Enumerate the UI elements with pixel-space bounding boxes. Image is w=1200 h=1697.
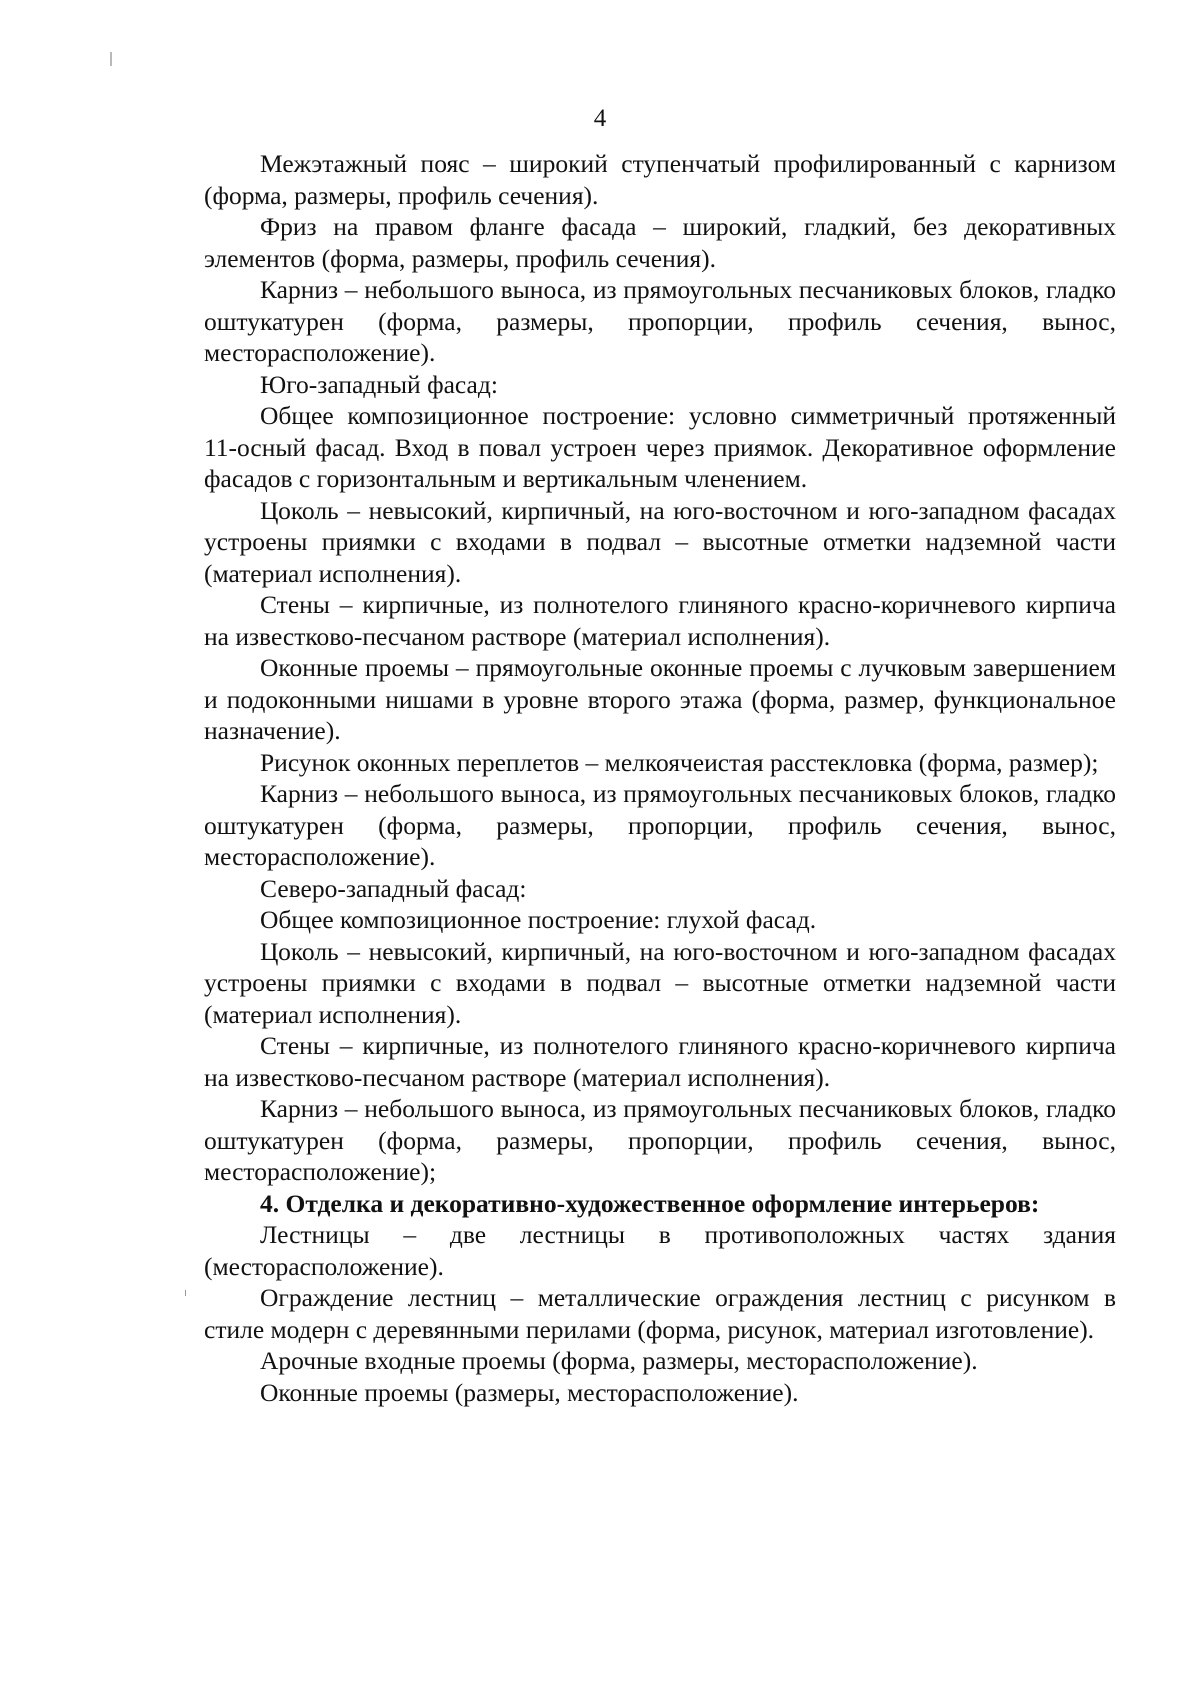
paragraph-interfloor-belt: Межэтажный пояс – широкий ступенчатый профилированный с карнизом (форма, размеры, профиль сечения).	[204, 149, 1116, 210]
scan-mark	[185, 1290, 186, 1296]
paragraph-plinth-2: Цоколь – невысокий, кирпичный, на юго-восточном и юго-западном фасадах устроены приямки с входами в подвал – высотные отметки надземной части (материал исполнения).	[204, 936, 1116, 1029]
paragraph-arched-openings: Арочные входные проемы (форма, размеры, месторасположение).	[260, 1346, 978, 1375]
paragraph-stairs: Лестницы – две лестницы в противоположных частях здания (месторасположение).	[204, 1220, 1116, 1281]
paragraph-cornice-2: Карниз – небольшого выноса, из прямоугольных песчаниковых блоков, гладко оштукатурен (форма, размеры, пропорции, профиль сечения, вынос, месторасположение).	[204, 779, 1116, 871]
paragraph-plinth: Цоколь – невысокий, кирпичный, на юго-восточном и юго-западном фасадах устроены приямки с входами в подвал – высотные отметки надземной части (материал исполнения).	[204, 495, 1116, 588]
paragraph-cornice-3: Карниз – небольшого выноса, из прямоугольных песчаниковых блоков, гладко оштукатурен (форма, размеры, пропорции, профиль сечения, вынос, месторасположение);	[204, 1094, 1116, 1186]
paragraph-southwest-facade-heading: Юго-западный фасад:	[260, 369, 498, 399]
paragraph-stair-railings: Ограждение лестниц – металлические ограждения лестниц с рисунком в стиле модерн с деревянными перилами (форма, рисунок, материал изготовление).	[204, 1283, 1116, 1344]
paragraph-walls: Стены – кирпичные, из полнотелого глиняного красно-коричневого кирпича на известково-песчаном растворе (материал исполнения).	[204, 590, 1116, 651]
paragraph-window-frames: Рисунок оконных переплетов – мелкоячеистая расстекловка (форма, размер);	[260, 747, 1099, 777]
document-body	[204, 148, 1116, 1408]
paragraph-frieze: Фриз на правом фланге фасада – широкий, гладкий, без декоративных элементов (форма, размеры, профиль сечения).	[204, 212, 1116, 273]
paragraph-window-openings: Оконные проемы – прямоугольные оконные проемы с лучковым завершением и подоконными нишами в уровне второго этажа (форма, размер, функциональное назначение).	[204, 653, 1116, 745]
paragraph-composition: Общее композиционное построение: условно симметричный протяженный 11-осный фасад. Вход в повал устроен через приямок. Декоративное оформление фасадов с горизонтальным и вертикальным членением.	[204, 401, 1116, 493]
paragraph-cornice: Карниз – небольшого выноса, из прямоугольных песчаниковых блоков, гладко оштукатурен (форма, размеры, пропорции, профиль сечения, вынос, месторасположение).	[204, 275, 1116, 367]
paragraph-northwest-facade-heading: Северо-западный фасад:	[260, 873, 527, 903]
page-number: 4	[593, 105, 607, 132]
paragraph-window-openings-2: Оконные проемы (размеры, месторасположение).	[260, 1377, 799, 1407]
scan-mark	[110, 52, 112, 66]
paragraph-walls-2: Стены – кирпичные, из полнотелого глиняного красно-коричневого кирпича на известково-песчаном растворе (материал исполнения).	[204, 1031, 1116, 1092]
paragraph-composition-2: Общее композиционное построение: глухой фасад.	[260, 905, 817, 934]
section-heading-interiors: 4. Отделка и декоративно-художественное оформление интерьеров:	[260, 1188, 1040, 1218]
